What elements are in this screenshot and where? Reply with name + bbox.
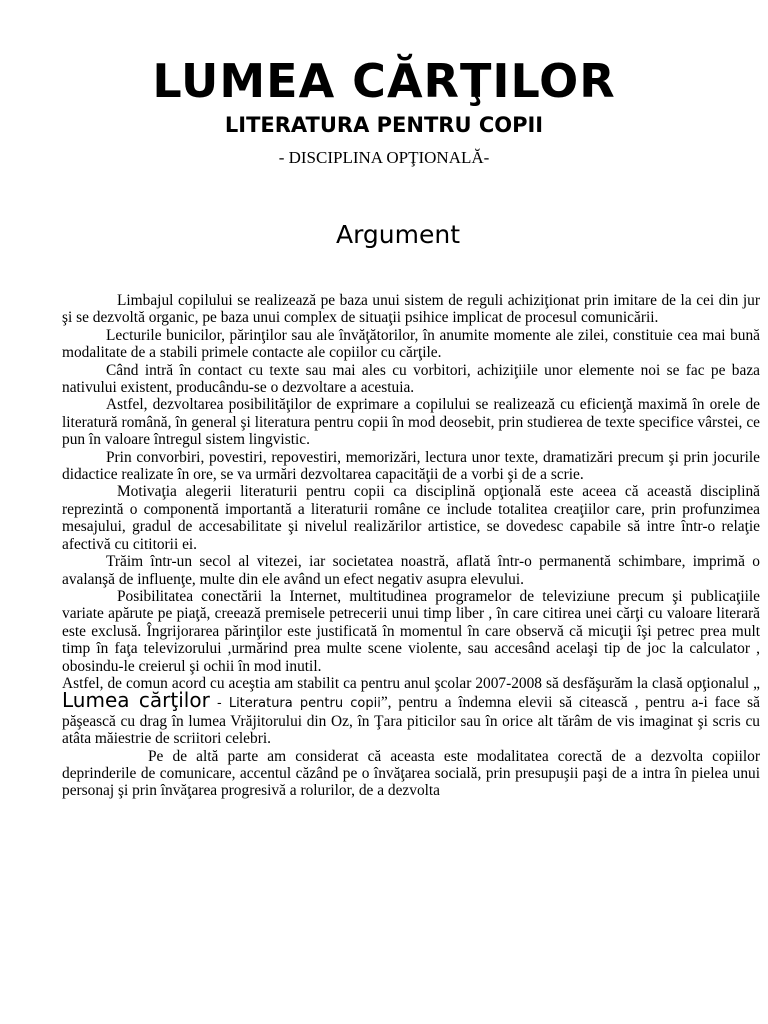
- paragraph-9: [62, 675, 760, 748]
- paragraph-2: Lecturile bunicilor, părinţilor sau ale învăţătorilor, în anumite momente ale zilei, constituie cea mai bună modalitate de a stabili primele contacte ale copiilor cu cărţile.: [62, 326, 760, 362]
- paragraph-3: Când intră în contact cu texte sau mai ales cu vorbitori, achiziţiile unor elemente noi se fac pe baza nativului existent, producându-se o dezvoltare a acestuia.: [62, 361, 760, 397]
- paragraph-9-end: ”, pentru a îndemna elevii să citească , pentru a-i face să păşească cu drag în lumea Vrăjitorului din Oz, în Ţara piticilor sau în orice alt tărâm de vis imaginat şi scris cu atâta măiestrie de scriitori celebri.: [62, 694, 760, 748]
- document-subtitle: LITERATURA PENTRU COPII: [224, 113, 544, 137]
- paragraph-7: Trăim într-un secol al vitezei, iar societatea noastră, aflată într-o permanentă schimbare, imprimă o avalanşă de influenţe, multe din ele având un efect negativ asupra elevului.: [62, 553, 760, 588]
- optional-course-title: Lumea cărţilor: [62, 688, 210, 713]
- paragraph-6: Motivaţia alegerii literaturii pentru copii ca disciplină opţională este aceea că această disciplină reprezintă o componentă importantă a literaturii române ce include totalitea creaţiilor care, prin profunzimea mesajului, gradul de accesabilitate şi nivelul realizărilor artistice, se dovedesc capabile să intre într-o relaţie afectivă cu cititorii ei.: [62, 483, 760, 553]
- section-heading: Argument: [335, 220, 461, 249]
- paragraph-9-start: Astfel, de comun acord cu aceştia am stabilit ca pentru anul şcolar 2007-2008 să desfăşurăm la clasă opţionalul „: [62, 674, 760, 692]
- document-body: [62, 292, 760, 800]
- paragraph-4: Astfel, dezvoltarea posibilităţilor de exprimare a copilului se realizează cu eficienţă maximă în orele de literatură română, în general şi literatura pentru copii în mod deosebit, prin studierea de texte specifice vârstei, ce pun în valoare întregul sistem lingvistic.: [62, 396, 760, 449]
- paragraph-10: Pe de altă parte am considerat că aceasta este modalitatea corectă de a dezvolta copiilor deprinderile de comunicare, accentul căzând pe o învăţarea socială, prin presupuşii paşi de a intra în pielea unui personaj şi prin învăţarea progresivă a rolurilor, de a dezvolta: [62, 747, 760, 800]
- discipline-label: - DISCIPLINA OPŢIONALĂ-: [278, 148, 490, 167]
- document-title: LUMEA CĂRŢILOR: [152, 54, 616, 108]
- optional-course-subtitle: - Literatura pentru copii: [209, 696, 381, 712]
- paragraph-1: Limbajul copilului se realizează pe baza unui sistem de reguli achiziţionat prin imitare de la cei din jur şi se dezvoltă organic, pe baza unui complex de situaţii psihice implicat de procesul comunicării.: [62, 292, 760, 327]
- paragraph-5: Prin convorbiri, povestiri, repovestiri, memorizări, lectura unor texte, dramatizări precum şi prin jocurile didactice realizate în ore, se va urmări dezvoltarea capacităţii de a vorbi şi de a scrie.: [62, 448, 760, 484]
- paragraph-8: Posibilitatea conectării la Internet, multitudinea programelor de televiziune precum şi publicaţiile variate apărute pe piaţă, creează premisele petrecerii unui timp liber , în care citirea unei cărţi cu valoare literară este exclusă. Îngrijorarea părinţilor este justificată în momentul în care observă că micuţii îşi petrec prea mult timp în faţa televizorului ,urmărind prea multe scene violente, sau accesând acelaşi tip de joc la calculator , obosindu-le creierul şi ochii în mod inutil.: [62, 587, 760, 675]
